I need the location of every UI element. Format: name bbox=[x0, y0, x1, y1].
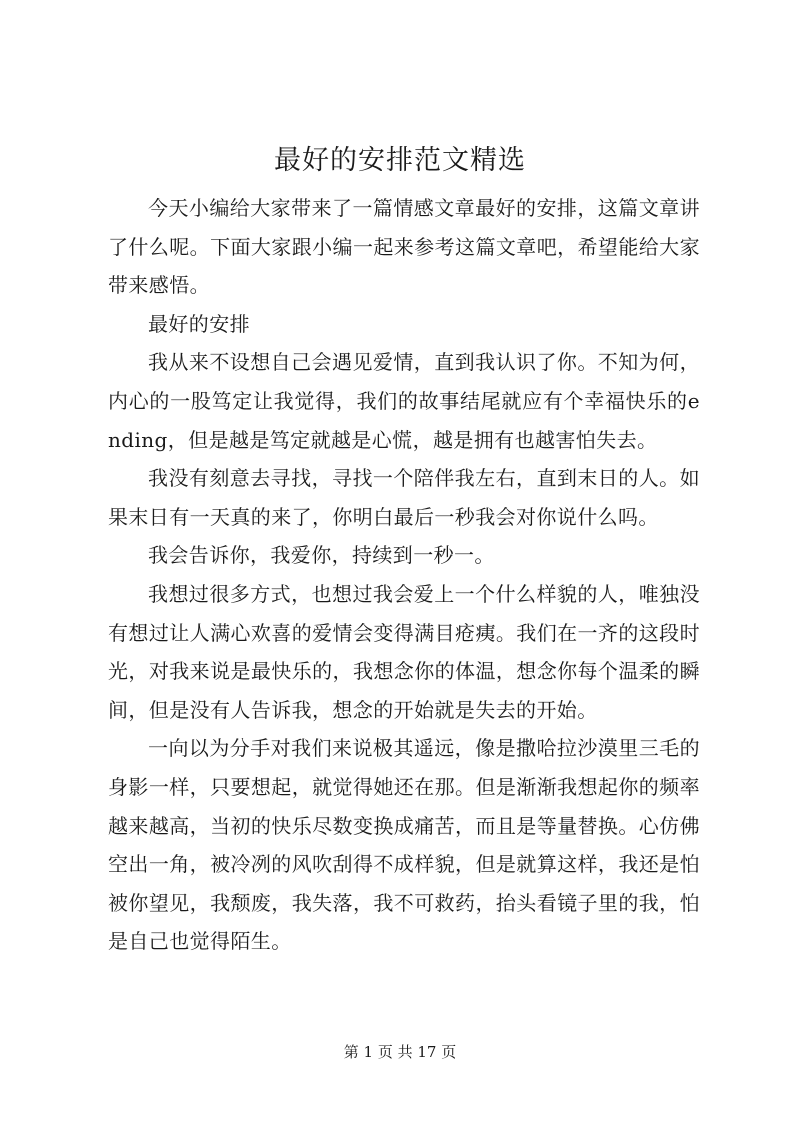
page-number-footer: 第 1 页 共 17 页 bbox=[343, 1043, 457, 1061]
paragraph: 我没有刻意去寻找，寻找一个陪伴我左右，直到末日的人。如果末日有一天真的来了，你明白最后一秒我会对你说什么吗。 bbox=[108, 466, 700, 529]
paragraph: 一向以为分手对我们来说极其遥远，像是撒哈拉沙漠里三毛的身影一样，只要想起，就觉得她还在那。但是渐渐我想起你的频率越来越高，当初的快乐尽数变换成痛苦，而且是等量替换。心仿佛空出一角，被冷冽的风吹刮得不成样貌，但是就算这样，我还是怕被你望见，我颓废，我失落，我不可救药，抬头看镜子里的我，怕是自己也觉得陌生。 bbox=[108, 736, 700, 954]
paragraph: 我会告诉你，我爱你，持续到一秒一。 bbox=[148, 543, 495, 568]
document-title: 最好的安排范文精选 bbox=[274, 145, 526, 176]
document-body bbox=[108, 189, 700, 961]
paragraph: 我从来不设想自己会遇见爱情，直到我认识了你。不知为何，内心的一股笃定让我觉得，我们的故事结尾就应有个幸福快乐的ending，但是越是笃定就越是心慌，越是拥有也越害怕失去。 bbox=[108, 350, 700, 452]
paragraph-intro: 今天小编给大家带来了一篇情感文章最好的安排，这篇文章讲了什么呢。下面大家跟小编一起来参考这篇文章吧，希望能给大家带来感悟。 bbox=[108, 196, 700, 298]
paragraph: 我想过很多方式，也想过我会爱上一个什么样貌的人，唯独没有想过让人满心欢喜的爱情会变得满目疮痍。我们在一齐的这段时光，对我来说是最快乐的，我想念你的体温，想念你每个温柔的瞬间，但是没有人告诉我，想念的开始就是失去的开始。 bbox=[108, 581, 700, 722]
paragraph-subheading: 最好的安排 bbox=[148, 311, 250, 336]
